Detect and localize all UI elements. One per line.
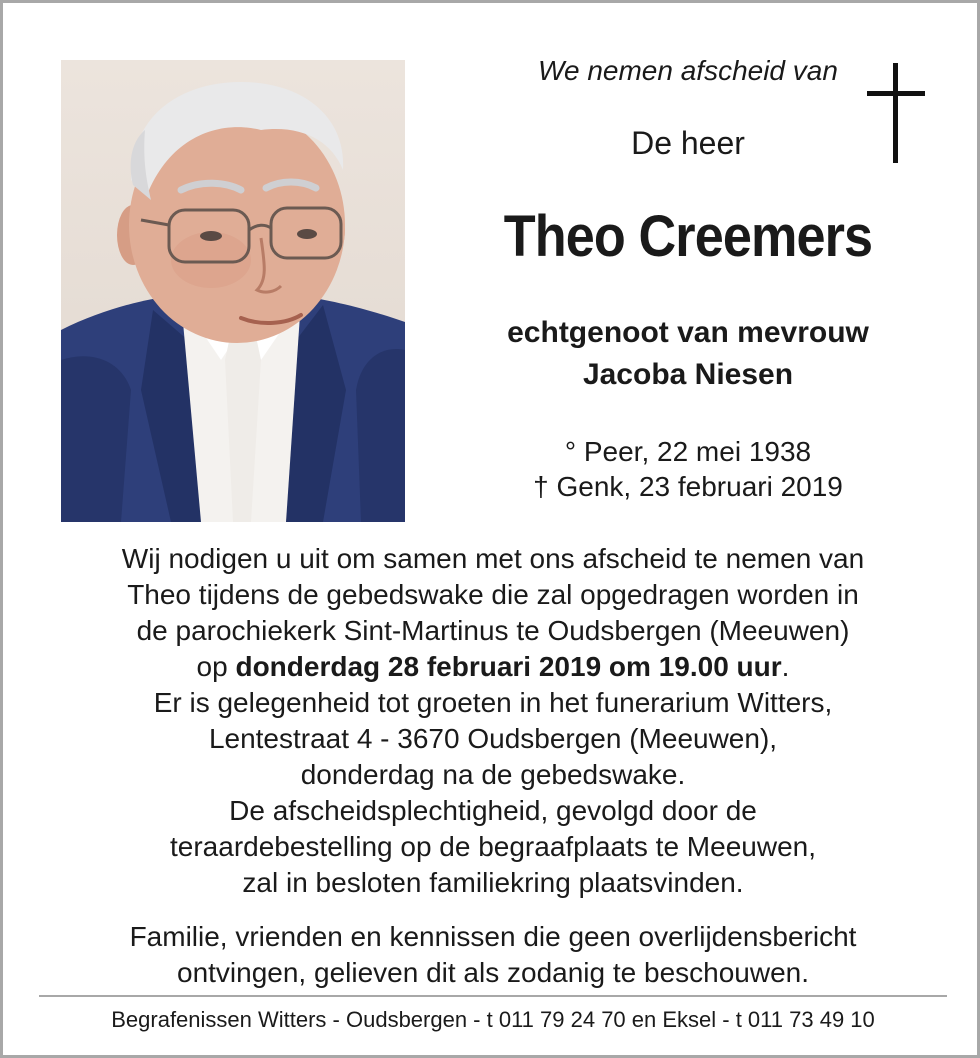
body-line: Theo tijdens de gebedswake die zal opgedragen worden in [127, 579, 859, 610]
birth-info: ° Peer, 22 mei 1938 [564, 436, 812, 467]
intro-text: We nemen afscheid van [538, 55, 838, 86]
spouse-label: echtgenoot van mevrouw [507, 316, 869, 349]
death-info [443, 471, 933, 503]
date-suffix: . [781, 651, 790, 682]
body-line: Er is gelegenheid tot groeten in het funerarium Witters, [153, 687, 833, 718]
footer-divider [39, 995, 947, 997]
body-line: De afscheidsplechtigheid, gevolgd door de [229, 795, 757, 826]
body-line: teraardebestelling op de begraafplaats te Meeuwen, [170, 831, 816, 862]
spouse-name: Jacoba Niesen [582, 358, 794, 391]
body-line-date [43, 649, 943, 685]
body-line: Lentestraat 4 - 3670 Oudsbergen (Meeuwen), [208, 723, 778, 754]
death-info-text: Genk, 23 februari 2019 [548, 471, 843, 502]
body-line: Wij nodigen u uit om samen met ons afscheid te nemen van [121, 543, 865, 574]
portrait-illustration [61, 60, 405, 522]
deceased-name: Theo Creemers [503, 204, 873, 269]
body-line: zal in besloten familiekring plaatsvinden. [242, 867, 744, 898]
body-line: de parochiekerk Sint-Martinus te Oudsbergen (Meeuwen) [136, 615, 850, 646]
funeral-home-footer: Begrafenissen Witters - Oudsbergen - t 011 79 24 70 en Eksel - t 011 73 49 10 [111, 1007, 875, 1032]
ceremony-details [43, 541, 943, 901]
portrait-photo [61, 60, 405, 522]
cross-icon [865, 63, 927, 163]
closing-line: ontvingen, gelieven dit als zodanig te beschouwen. [177, 957, 809, 988]
dagger-icon: † [533, 471, 549, 502]
date-prefix: op [196, 651, 236, 682]
title-prefix: De heer [631, 125, 745, 161]
closing-line: Familie, vrienden en kennissen die geen overlijdensbericht [129, 921, 857, 952]
closing-note [43, 919, 943, 991]
ceremony-date: donderdag 28 februari 2019 om 19.00 uur [235, 651, 782, 682]
body-line: donderdag na de gebedswake. [300, 759, 686, 790]
